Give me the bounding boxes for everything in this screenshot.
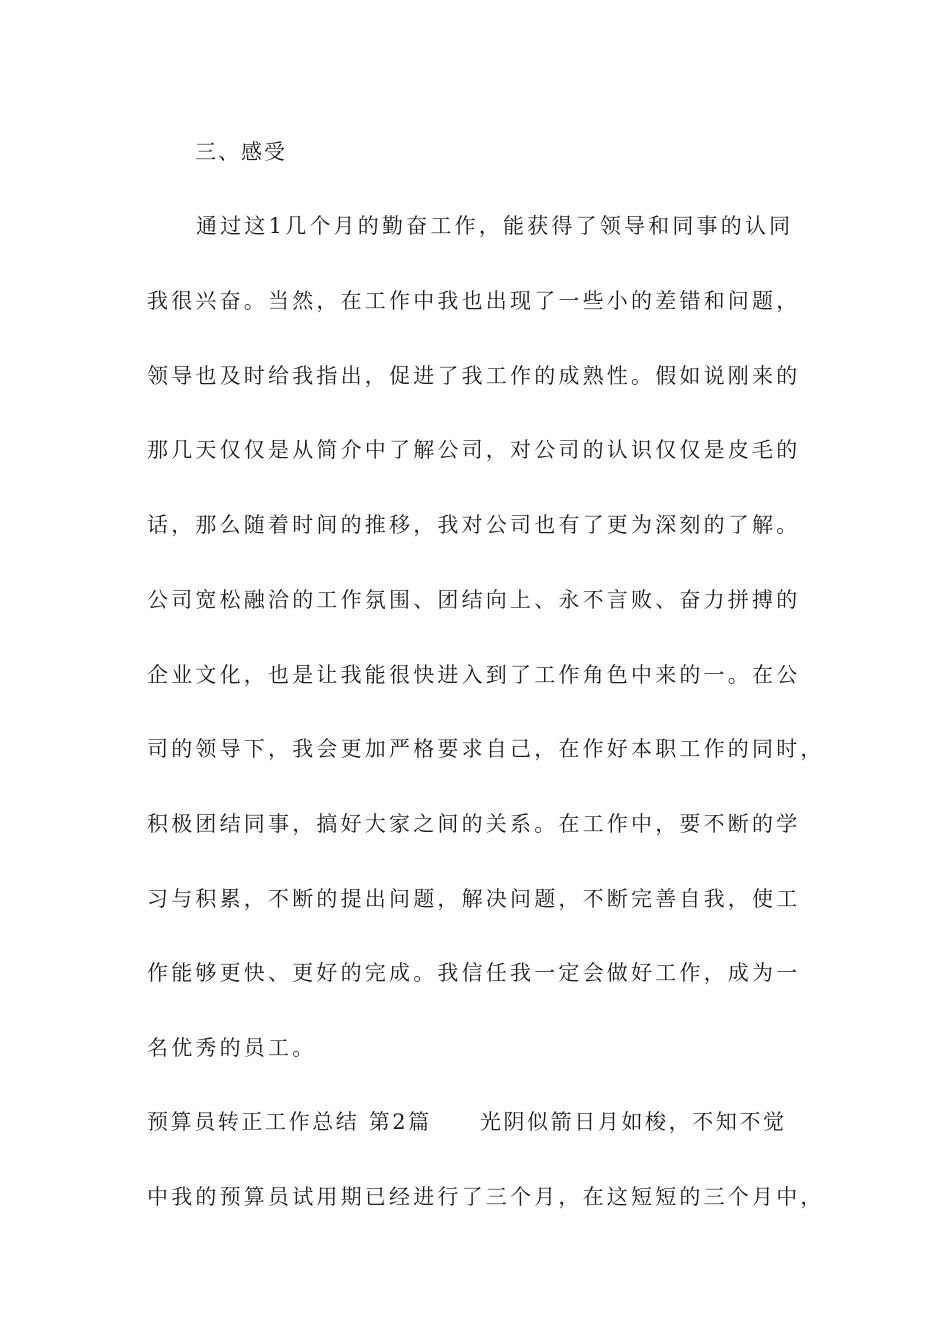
paragraph-line: 习与积累，不断的提出问题，解决问题，不断完善自我，使工 (147, 887, 801, 911)
paragraph-line: 作能够更快、更好的完成。我信任我一定会做好工作，成为一 (147, 961, 801, 985)
paragraph-line: 司的领导下，我会更加严格要求自己，在作好本职工作的同时， (147, 737, 825, 761)
next-article-title: 预算员转正工作总结 (147, 1110, 360, 1134)
paragraph-line: 话，那么随着时间的推移，我对公司也有了更为深刻的了解。 (147, 513, 801, 537)
paragraph-line: 中我的预算员试用期已经进行了三个月，在这短短的三个月中， (147, 1185, 825, 1209)
paragraph-line: 企业文化，也是让我能很快进入到了工作角色中来的一。在公 (147, 663, 801, 687)
section-heading: 三、感受 (195, 140, 287, 164)
next-article-part: 第2篇 (368, 1110, 432, 1134)
paragraph-line: 公司宽松融洽的工作氛围、团结向上、永不言败、奋力拼搏的 (147, 588, 801, 612)
paragraph-line: 我很兴奋。当然，在工作中我也出现了一些小的差错和问题， (147, 289, 801, 313)
paragraph-line: 通过这1几个月的勤奋工作，能获得了领导和同事的认同 (196, 214, 794, 238)
paragraph-line: 那几天仅仅是从简介中了解公司，对公司的认识仅仅是皮毛的 (147, 438, 801, 462)
paragraph-line: 领导也及时给我指出，促进了我工作的成熟性。假如说刚来的 (147, 364, 801, 388)
paragraph-line: 名优秀的员工。 (147, 1036, 317, 1060)
paragraph-line: 积极团结同事，搞好大家之间的关系。在工作中，要不断的学 (147, 812, 801, 836)
next-article-line (147, 1107, 827, 1137)
next-article-first-text: 光阴似箭日月如梭，不知不觉 (479, 1110, 787, 1134)
